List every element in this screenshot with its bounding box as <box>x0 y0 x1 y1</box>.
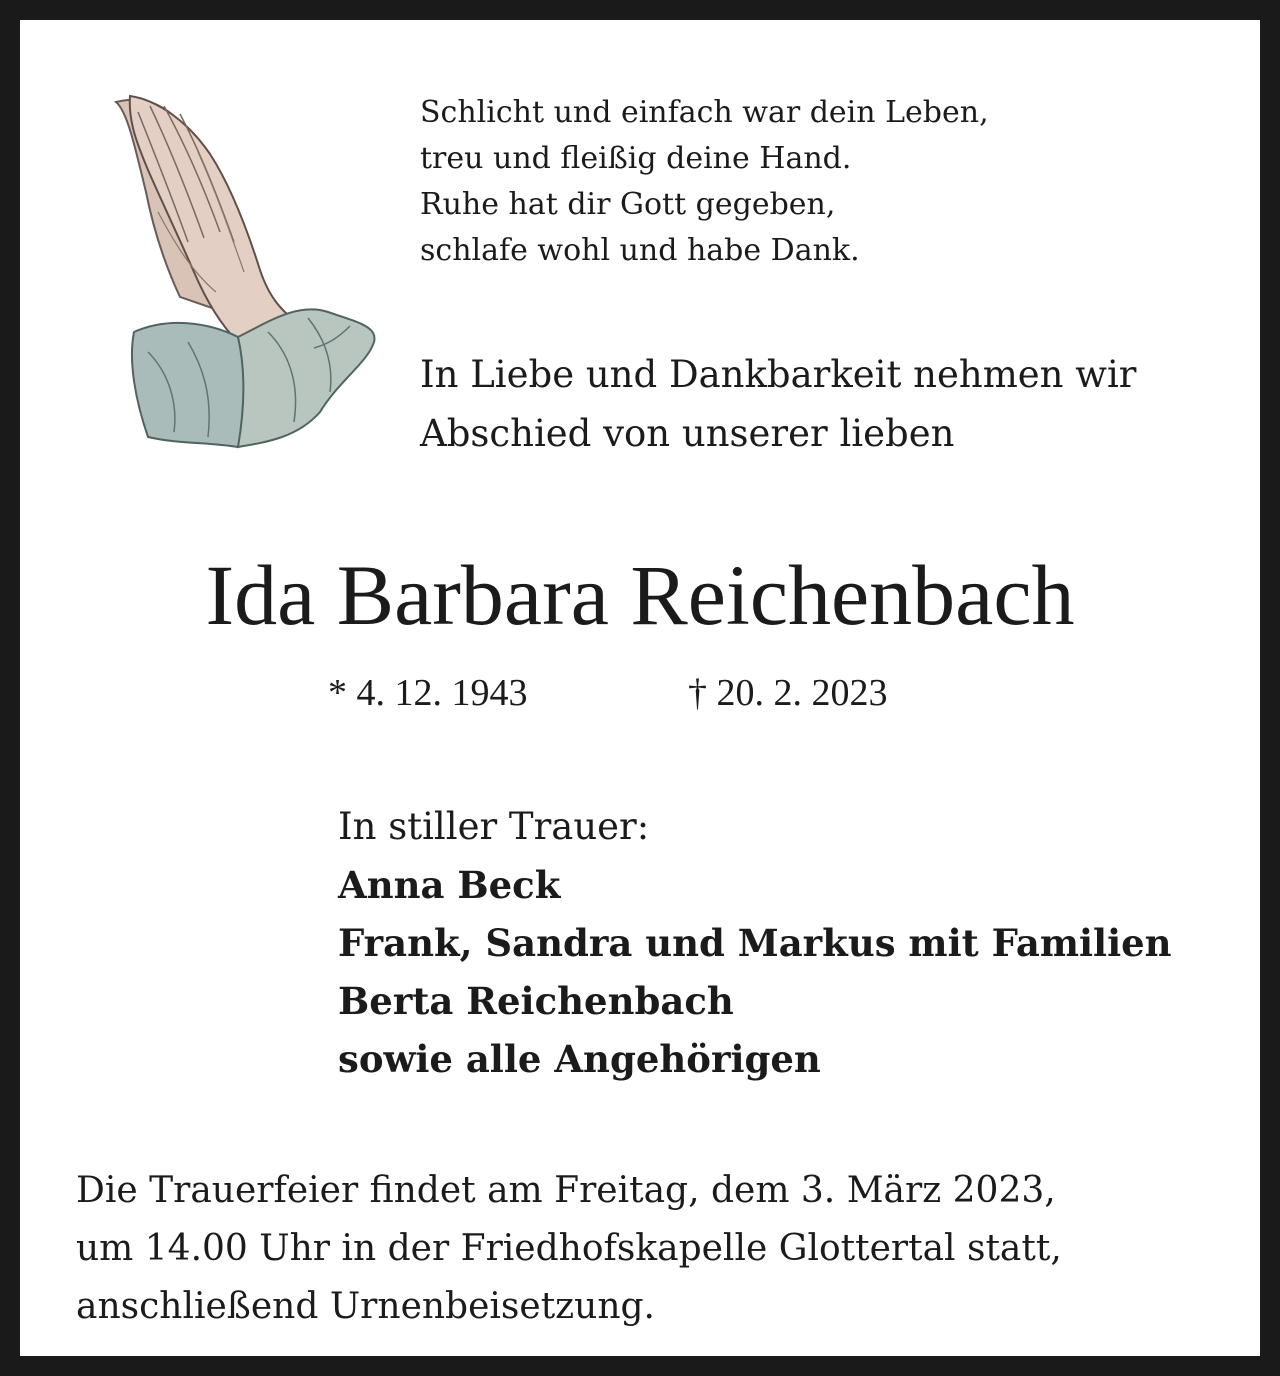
death-date: † 20. 2. 2023 <box>688 672 888 714</box>
mourner-name: Anna Beck <box>338 863 561 907</box>
deceased-name: Ida Barbara Reichenbach <box>205 547 1075 643</box>
service-line: um 14.00 Uhr in der Friedhofskapelle Glottertal statt, <box>76 1228 1062 1269</box>
verse-line: Ruhe hat dir Gott gegeben, <box>420 187 836 222</box>
verse-line: Schlicht und einfach war dein Leben, <box>420 95 989 130</box>
verse <box>420 90 989 274</box>
intro-line: Abschied von unserer lieben <box>420 412 955 455</box>
service-line: anschließend Urnenbeisetzung. <box>76 1286 655 1327</box>
mourner-name: sowie alle Angehörigen <box>338 1037 821 1081</box>
mourner-name: Berta Reichenbach <box>338 979 734 1023</box>
farewell-intro <box>420 345 1136 463</box>
birth-date: * 4. 12. 1943 <box>328 672 528 714</box>
praying-hands-icon <box>88 92 388 457</box>
service-line: Die Trauerfeier findet am Freitag, dem 3. März 2023, <box>76 1170 1056 1211</box>
life-dates <box>328 665 888 721</box>
mourner-name: Frank, Sandra und Markus mit Familien <box>338 921 1172 965</box>
funeral-service-info <box>76 1162 1204 1336</box>
intro-line: In Liebe und Dankbarkeit nehmen wir <box>420 353 1137 396</box>
verse-line: schlafe wohl und habe Dank. <box>420 233 860 268</box>
mourners-list <box>338 798 1172 1088</box>
verse-line: treu und fleißig deine Hand. <box>420 141 852 176</box>
obituary-notice <box>20 20 1260 1356</box>
mourners-heading: In stiller Trauer: <box>338 805 650 848</box>
